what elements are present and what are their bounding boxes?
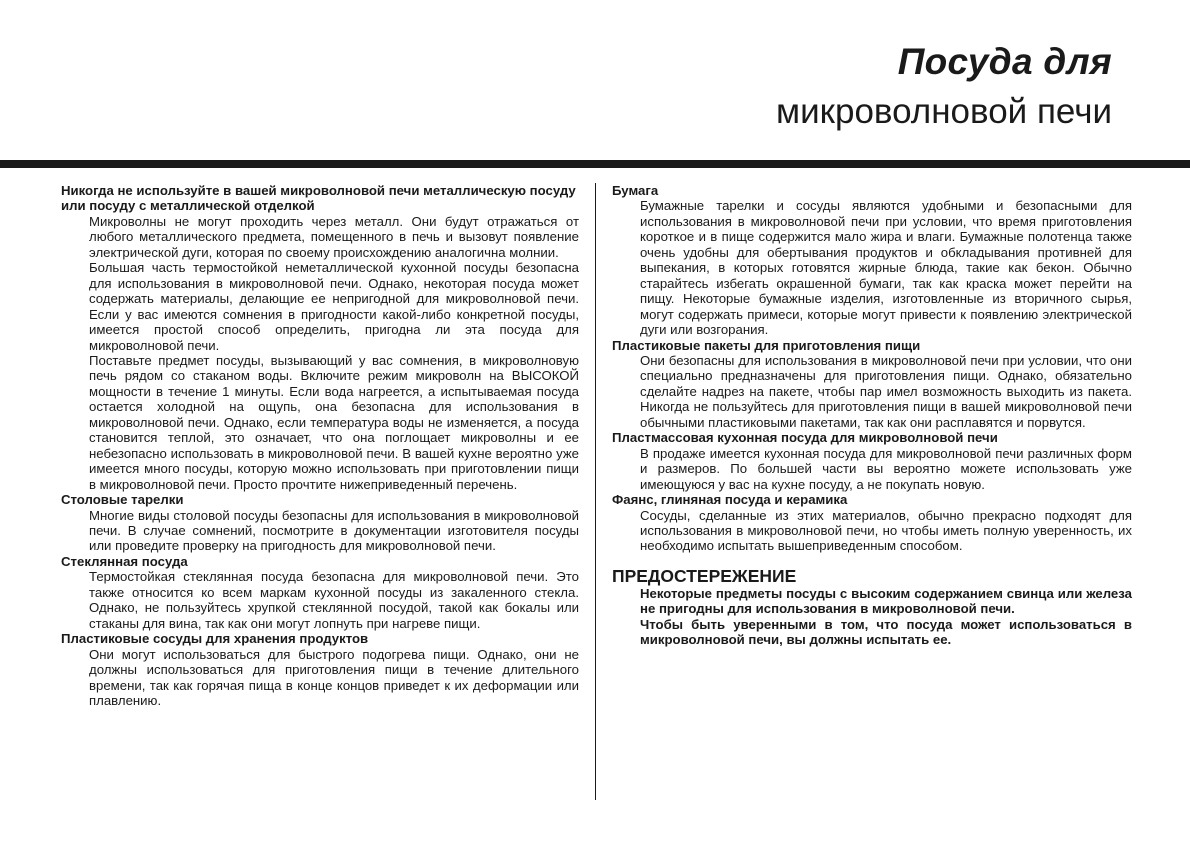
warning-text-2: Чтобы быть уверенными в том, что посуда может использоваться в микроволновой печи, вы должны испытать ее.: [640, 616, 1132, 648]
section-heading-metal: Никогда не используйте в вашей микроволновой печи металлическую посуду или посуду с металлической отделкой: [61, 183, 576, 214]
paragraph-tableware: Многие виды столовой посуды безопасны для использования в микроволновой печи. В случае сомнений, посмотрите в документации изготовителя посуды или проведите проверку на пригодность для микроволновой печи.: [89, 507, 579, 554]
section-heading-plastic-storage: Пластиковые сосуды для хранения продуктов: [61, 631, 369, 647]
left-column: [61, 183, 579, 708]
section-heading-paper: Бумага: [612, 183, 659, 198]
section-heading-ceramics: Фаянс, глиняная посуда и керамика: [612, 492, 848, 508]
paragraph-paper: Бумажные тарелки и сосуды являются удобными и безопасными для использования в микроволновой печи при условии, что время приготовления короткое и в пище содержится мало жира и влаги. Бумажные полотенца также очень удобны для обертывания продуктов и обкладывания противней для выпекания, в которых готовятся жирные блюда, такие как бекон. Обычно старайтесь избегать окрашенной бумаги, так как краска может перейти на пищу. Некоторые бумажные изделия, изготовленные из вторичного сырья, могут содержать примеси, которые могут привести к появлению электрической дуги или возгорания.: [640, 198, 1132, 338]
section-heading-glass: Стеклянная посуда: [61, 553, 188, 569]
header-rule: [0, 160, 1190, 168]
paragraph-plastic-storage: Они могут использоваться для быстрого подогрева пищи. Однако, они не должны использоваться для приготовления пищи в течение длительного времени, так как горячая пища в конце концов приведет к их деформации или плавлению.: [89, 646, 579, 708]
page-subtitle: микроволновой печи: [776, 92, 1112, 131]
warning-title: ПРЕДОСТЕРЕЖЕНИЕ: [612, 565, 797, 586]
paragraph-metal-3: Поставьте предмет посуды, вызывающий у вас сомнения, в микроволновую печь рядом со стаканом воды. Включите режим микроволн на ВЫСОКОЙ мощности в течение 1 минуты. Если вода нагреется, а испытываемая посуда остается холодной на ощупь, она безопасна для использования в микроволновой печи. Однако, если температура воды не изменяется, а посуда становится теплой, это означает, что она поглощает микроволны и ее небезопасно использовать в микроволновой печи. В вашей кухне вероятно уже имеется много посуды, которую можно использовать при приготовлении пищи в микроволновой печи. Просто прочтите нижеприведенный перечень.: [89, 352, 579, 492]
paragraph-bags: Они безопасны для использования в микроволновой печи при условии, что они специально предназначены для приготовления пищи. Однако, обязательно сделайте надрез на пакете, чтобы пар имел возможность выходить из пакета. Никогда не пользуйтесь для приготовления пищи в вашей микроволновой печи обычными пластиковыми пакетами, так как они расплавятся и порвутся.: [640, 352, 1132, 430]
right-column: [612, 183, 1132, 648]
page-title: Посуда для: [897, 41, 1112, 82]
paragraph-glass: Термостойкая стеклянная посуда безопасна для микроволновой печи. Это также относится ко всем маркам кухонной посуды из закаленного стекла. Однако, не пользуйтесь хрупкой стеклянной посудой, такой как бокалы или стаканы для вина, так как они могут лопнуть при нагреве пищи.: [89, 569, 579, 631]
warning-text-1: Некоторые предметы посуды с высоким содержанием свинца или железа не пригодны для использования в микроволновой печи.: [640, 585, 1132, 617]
section-heading-plastic-cookware: Пластмассовая кухонная посуда для микроволновой печи: [612, 430, 998, 446]
paragraph-plastic-cookware: В продаже имеется кухонная посуда для микроволновой печи различных форм и размеров. По большей части вы вероятно можете использовать уже имеющуюся у вас на кухне посуду, а не покупать новую.: [640, 445, 1132, 492]
section-heading-bags: Пластиковые пакеты для приготовления пищи: [612, 337, 921, 353]
paragraph-metal-1: Микроволны не могут проходить через металл. Они будут отражаться от любого металлического предмета, помещенного в печь и вызовут появление электрической дуги, которая по своему происхождению аналогична молнии.: [89, 213, 579, 260]
column-divider: [595, 183, 596, 800]
section-heading-tableware: Столовые тарелки: [61, 492, 184, 508]
paragraph-ceramics: Сосуды, сделанные из этих материалов, обычно прекрасно подходят для использования в микроволновой печи, но чтобы иметь полную уверенность, их необходимо испытать вышеприведенным способом.: [640, 507, 1132, 554]
paragraph-metal-2: Большая часть термостойкой неметаллической кухонной посуды безопасна для использования в микроволновой печи. Однако, некоторая посуда может содержать материалы, делающие ее непригодной для микроволновой печи. Если у вас имеются сомнения в пригодности какой-либо конкретной посуды, имеется простой способ определить, пригодна ли эта посуда для микроволновой печи.: [89, 260, 579, 353]
